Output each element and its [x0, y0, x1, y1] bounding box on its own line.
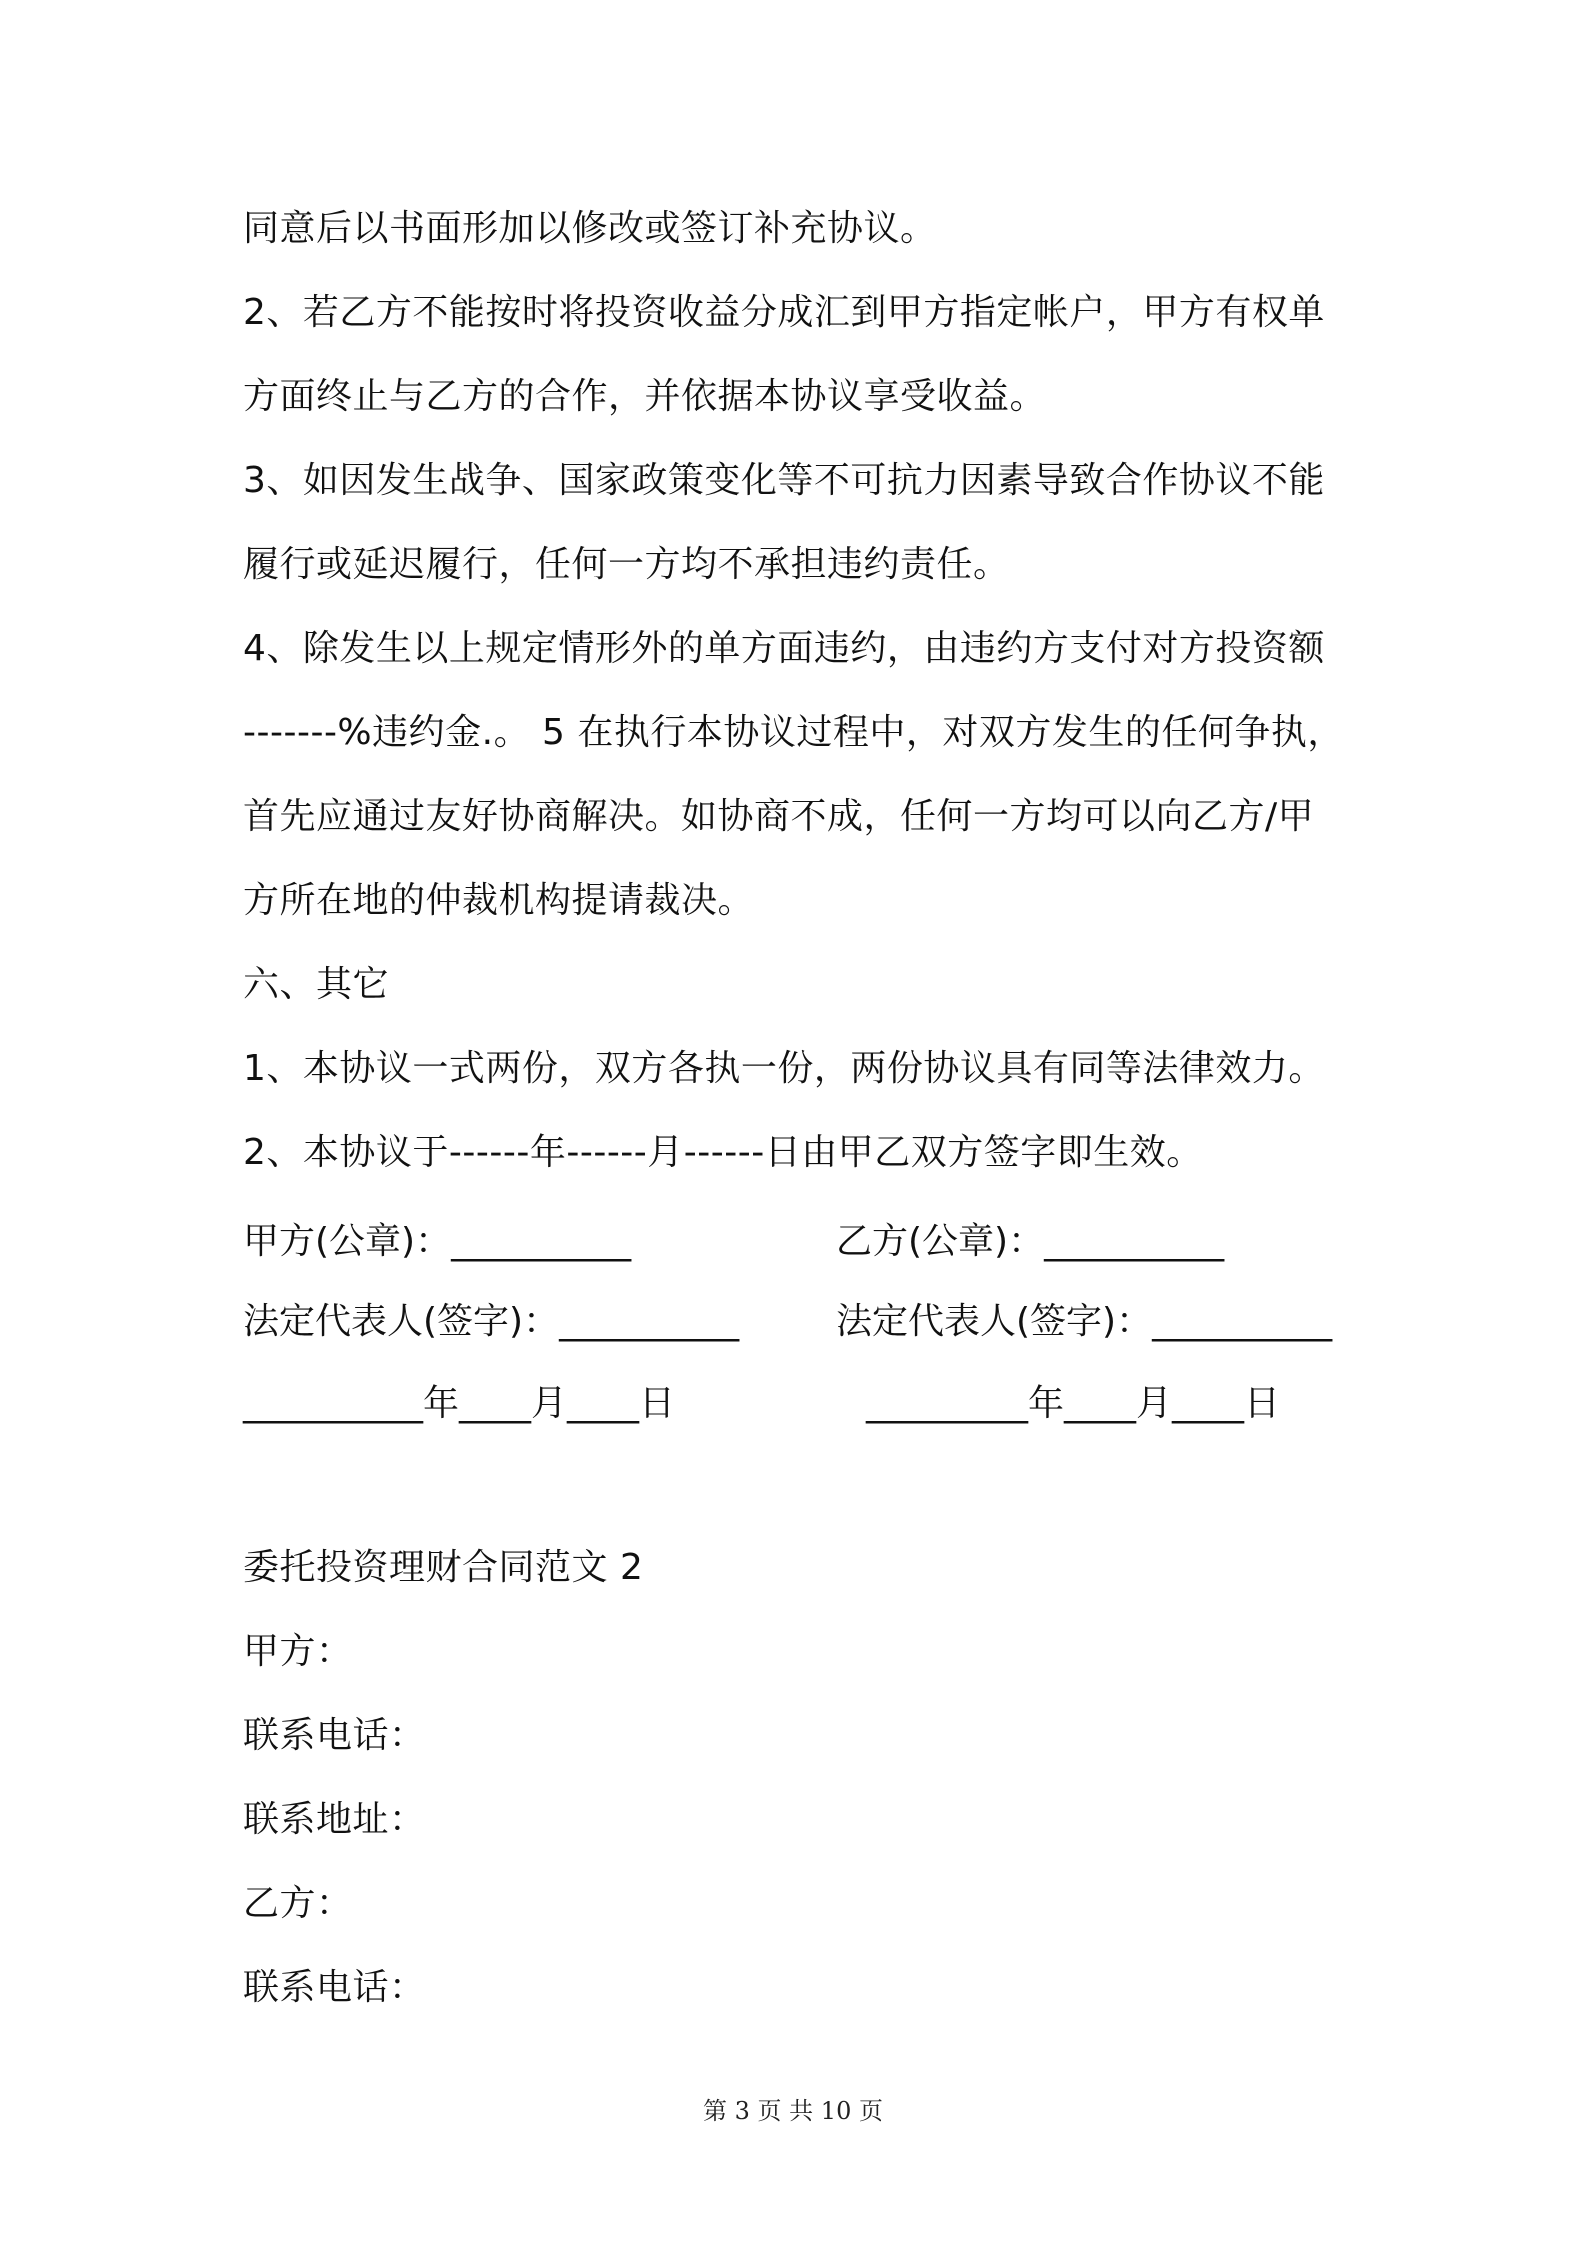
party-b-date-field: _________年____月____日	[866, 1383, 1280, 1424]
body-line: 1、本协议一式两份，双方各执一份，两份协议具有同等法律效力。	[243, 1048, 1325, 1089]
party-a-phone-label: 联系电话：	[243, 1715, 426, 1756]
party-b-seal-field: 乙方(公章)：__________	[836, 1221, 1225, 1262]
party-a-seal-field: 甲方(公章)：__________	[243, 1221, 632, 1262]
body-line: 3、如因发生战争、国家政策变化等不可抗力因素导致合作协议不能	[243, 460, 1325, 501]
party-b-phone-label: 联系电话：	[243, 1967, 426, 2008]
body-line: 2、本协议于------年------月------日由甲乙双方签字即生效。	[243, 1132, 1203, 1173]
party-a-date-field: __________年____月____日	[243, 1383, 675, 1424]
body-line: 2、若乙方不能按时将投资收益分成汇到甲方指定帐户，甲方有权单	[243, 292, 1325, 333]
party-a-representative-field: 法定代表人(签字)：__________	[243, 1301, 740, 1342]
body-line: -------%违约金.。 5 在执行本协议过程中，对双方发生的任何争执，	[243, 712, 1344, 753]
party-b-label: 乙方：	[243, 1883, 353, 1924]
body-line: 4、除发生以上规定情形外的单方面违约，由违约方支付对方投资额	[243, 628, 1325, 669]
section-heading: 六、其它	[243, 964, 390, 1005]
body-line: 履行或延迟履行，任何一方均不承担违约责任。	[243, 544, 1010, 585]
contract-title: 委托投资理财合同范文 2	[243, 1547, 644, 1588]
page-number-footer: 第 3 页 共 10 页	[703, 2097, 883, 2125]
body-line: 方所在地的仲裁机构提请裁决。	[243, 880, 755, 921]
party-a-label: 甲方：	[243, 1631, 353, 1672]
body-line: 方面终止与乙方的合作，并依据本协议享受收益。	[243, 376, 1047, 417]
body-line: 首先应通过友好协商解决。如协商不成，任何一方均可以向乙方/甲	[243, 796, 1315, 837]
party-a-address-label: 联系地址：	[243, 1799, 426, 1840]
party-b-representative-field: 法定代表人(签字)：__________	[836, 1301, 1333, 1342]
body-line: 同意后以书面形加以修改或签订补充协议。	[243, 208, 937, 249]
